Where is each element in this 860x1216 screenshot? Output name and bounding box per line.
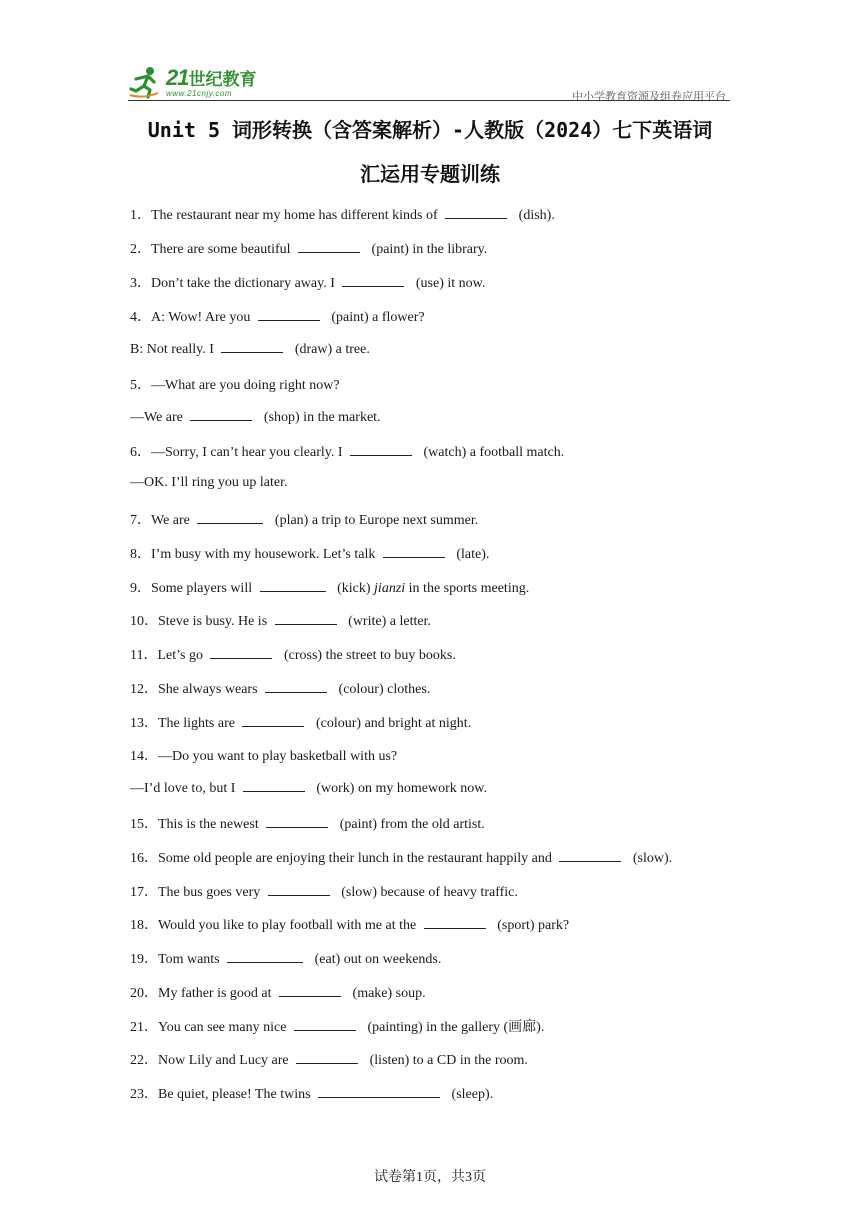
question-text: 23．Be quiet, please! The twins <box>130 1087 311 1102</box>
question-hint: (slow). <box>632 851 673 866</box>
answer-blank[interactable] <box>296 1051 358 1064</box>
logo-url: www.21cnjy.com <box>166 88 232 98</box>
question-hint: (use) it now. <box>415 276 486 291</box>
question-hint: (cross) the street to buy books. <box>283 648 456 663</box>
question-text: 12．She always wears <box>130 682 258 697</box>
question-hint: (colour) and bright at night. <box>315 716 472 731</box>
question-text: 2．There are some beautiful <box>130 242 291 257</box>
answer-blank[interactable] <box>243 779 305 792</box>
question-hint: (sport) park? <box>497 918 570 933</box>
answer-blank[interactable] <box>383 545 445 558</box>
logo-chinese: 世纪教育 <box>188 69 257 89</box>
answer-blank[interactable] <box>210 646 272 659</box>
question-hint: (draw) a tree. <box>294 342 370 357</box>
question-line <box>130 847 672 867</box>
answer-blank[interactable] <box>445 206 507 219</box>
question-line <box>130 340 370 358</box>
question-hint: (eat) out on weekends. <box>314 952 442 967</box>
question-line <box>130 644 456 664</box>
question-hint: (dish). <box>518 208 555 223</box>
question-line <box>130 441 564 461</box>
question-line <box>130 948 441 968</box>
answer-blank[interactable] <box>242 714 304 727</box>
answer-blank[interactable] <box>227 950 303 963</box>
question-line <box>130 204 555 224</box>
question-text: 17．The bus goes very <box>130 885 261 900</box>
question-line <box>130 1049 528 1069</box>
answer-blank[interactable] <box>318 1085 440 1098</box>
page-header <box>128 62 730 102</box>
question-hint: (paint) from the old artist. <box>339 817 485 832</box>
answer-blank[interactable] <box>260 579 326 592</box>
question-text: B: Not really. I <box>130 342 214 357</box>
question-line <box>130 475 287 491</box>
answer-blank[interactable] <box>279 984 341 997</box>
question-hint: (plan) a trip to Europe next summer. <box>274 513 479 528</box>
question-text: 22．Now Lily and Lucy are <box>130 1053 289 1068</box>
platform-caption: 中小学教育资源及组卷应用平台 <box>572 90 726 103</box>
question-text: 9．Some players will <box>130 581 253 596</box>
question-line <box>130 509 478 529</box>
question-text: 16．Some old people are enjoying their lunch in the restaurant happily and <box>130 851 552 866</box>
page-footer: 试卷第1页，共3页 <box>374 1170 486 1185</box>
question-hint: (slow) because of heavy traffic. <box>341 885 518 900</box>
page-title-line-2: 汇运用专题训练 <box>360 162 500 186</box>
question-text: 8．I’m busy with my housework. Let’s talk <box>130 547 376 562</box>
question-hint: (write) a letter. <box>348 614 431 629</box>
answer-blank[interactable] <box>350 443 412 456</box>
question-line <box>130 712 471 732</box>
question-line <box>130 1083 493 1103</box>
answer-blank[interactable] <box>221 340 283 353</box>
question-line <box>130 779 487 797</box>
question-text: 13．The lights are <box>130 716 235 731</box>
question-italic-word: jianzi <box>374 581 406 596</box>
question-hint: (paint) a flower? <box>331 310 425 325</box>
question-line <box>130 881 518 901</box>
question-line <box>130 577 529 597</box>
question-hint: (late). <box>456 547 490 562</box>
answer-blank[interactable] <box>342 274 404 287</box>
question-hint: (watch) a football match. <box>423 445 565 460</box>
question-hint: (sleep). <box>451 1087 494 1102</box>
question-hint: (listen) to a CD in the room. <box>369 1053 528 1068</box>
question-text: 10．Steve is busy. He is <box>130 614 268 629</box>
question-line <box>130 813 485 833</box>
question-line <box>130 408 381 426</box>
question-hint: (work) on my homework now. <box>316 781 487 796</box>
question-text: 19．Tom wants <box>130 952 220 967</box>
answer-blank[interactable] <box>268 883 330 896</box>
question-text: 6．—Sorry, I can’t hear you clearly. I <box>130 445 343 460</box>
question-hint-tail: in the sports meeting. <box>408 581 530 596</box>
question-text: —I’d love to, but I <box>130 781 236 796</box>
question-hint: (painting) in the gallery (画廊). <box>367 1020 545 1035</box>
brand-logo <box>128 62 256 102</box>
answer-blank[interactable] <box>298 240 360 253</box>
answer-blank[interactable] <box>275 612 337 625</box>
question-text: 21．You can see many nice <box>130 1020 287 1035</box>
question-hint: (paint) in the library. <box>371 242 488 257</box>
question-line <box>130 914 569 934</box>
question-text: 5．—What are you doing right now? <box>130 378 340 393</box>
question-line <box>130 306 425 326</box>
question-text: 3．Don’t take the dictionary away. I <box>130 276 335 291</box>
question-line <box>130 982 426 1002</box>
question-hint: (shop) in the market. <box>263 410 381 425</box>
answer-blank[interactable] <box>258 308 320 321</box>
answer-blank[interactable] <box>190 408 252 421</box>
question-text: 20．My father is good at <box>130 986 272 1001</box>
question-hint: (colour) clothes. <box>338 682 431 697</box>
question-line <box>130 272 485 292</box>
question-text: —OK. I’ll ring you up later. <box>130 475 288 490</box>
question-text: 14．—Do you want to play basketball with us? <box>130 749 398 764</box>
answer-blank[interactable] <box>265 680 327 693</box>
answer-blank[interactable] <box>197 511 263 524</box>
question-line <box>130 745 397 765</box>
question-line <box>130 238 487 258</box>
runner-logo-icon <box>128 65 162 99</box>
question-text: 1．The restaurant near my home has different kinds of <box>130 208 438 223</box>
question-line <box>130 543 489 563</box>
question-line <box>130 678 430 698</box>
logo-number: 21 <box>166 64 189 90</box>
answer-blank[interactable] <box>559 849 621 862</box>
question-text: 11．Let’s go <box>130 648 203 663</box>
question-hint: (make) soup. <box>352 986 426 1001</box>
question-text: 4．A: Wow! Are you <box>130 310 251 325</box>
question-line <box>130 610 431 630</box>
question-text: —We are <box>130 410 183 425</box>
page-title-line-1: Unit 5 词形转换（含答案解析）-人教版（2024）七下英语词 <box>147 118 713 142</box>
answer-blank[interactable] <box>266 815 328 828</box>
answer-blank[interactable] <box>294 1018 356 1031</box>
question-line <box>130 1016 544 1036</box>
header-divider <box>128 100 730 101</box>
question-line <box>130 374 340 394</box>
question-text: 15．This is the newest <box>130 817 259 832</box>
question-text: 18．Would you like to play football with me at the <box>130 918 417 933</box>
question-text: 7．We are <box>130 513 190 528</box>
answer-blank[interactable] <box>424 916 486 929</box>
question-hint: (kick) <box>337 581 371 596</box>
